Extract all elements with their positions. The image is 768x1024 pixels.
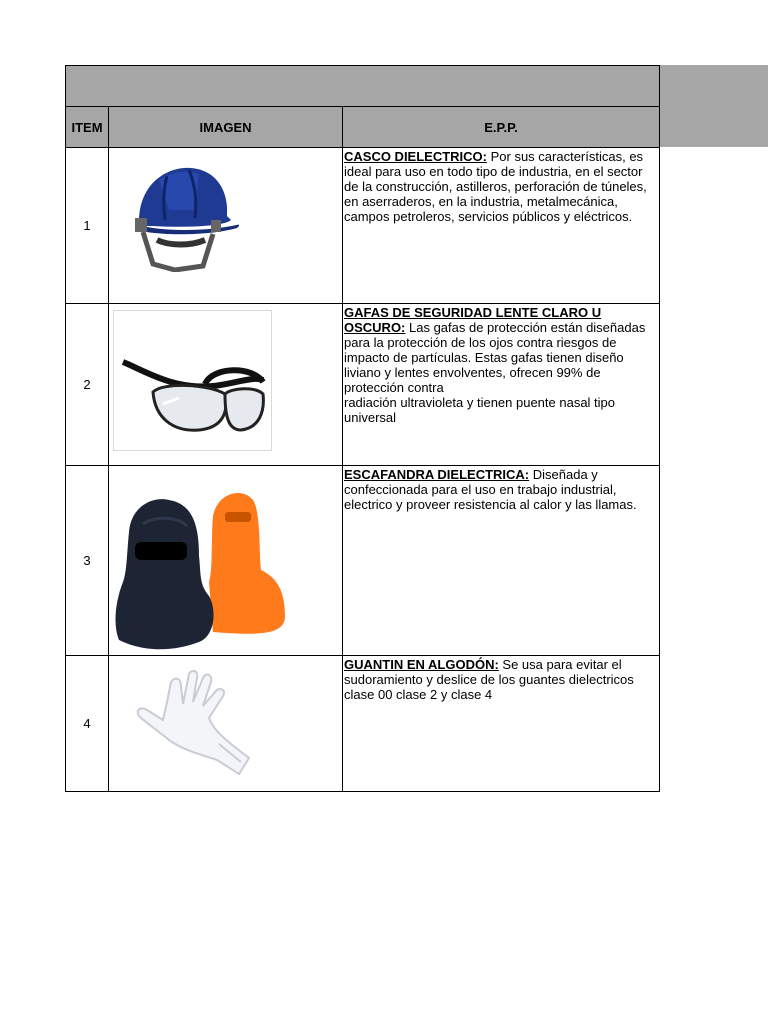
safety-glasses-icon [113, 310, 273, 452]
side-band [659, 106, 768, 147]
description-text: Diseñada y confeccionada para el uso en trabajo industrial, electrico y proveer resistencia al calor y las llamas. [344, 467, 637, 512]
description-cell [343, 656, 660, 792]
table-row [66, 656, 660, 792]
title-row [66, 66, 660, 107]
description-cell [343, 148, 660, 304]
description-text: Las gafas de protección están diseñadas para la protección de los ojos contra riesgos de impacto de partículas. Estas gafas tienen diseño liviano y lentes envolventes, ofrecen 99% de protección contra radiación ultravioleta y tienen puente nasal tipo universal [344, 320, 646, 425]
hood-icon [113, 486, 289, 652]
item-number: 3 [66, 466, 109, 656]
helmet-icon [129, 160, 239, 272]
image-cell [109, 304, 343, 466]
term-label: GAFAS DE SEGURIDAD LENTE CLARO U OSCURO: [344, 305, 602, 335]
header-epp: E.P.P. [343, 107, 660, 148]
description-cell [343, 304, 660, 466]
term-label: GUANTIN EN ALGODÓN: [344, 657, 499, 672]
description-text: Por sus características, es ideal para uso en todo tipo de industria, en el sector de la construcción, astilleros, perforación de túneles, en aserraderos, en la industria, metalmecánica, campos petroleros, servicios públicos y eléctricos. [344, 149, 647, 224]
header-item: ITEM [66, 107, 109, 148]
title-cell [66, 66, 660, 107]
description-cell [343, 466, 660, 656]
description-text: Se usa para evitar el sudoramiento y deslice de los guantes dielectricos clase 00 clase 2 y clase 4 [344, 657, 634, 702]
table-row [66, 148, 660, 304]
item-number: 2 [66, 304, 109, 466]
glove-icon [135, 670, 255, 776]
item-number: 4 [66, 656, 109, 792]
image-cell [109, 656, 343, 792]
image-cell [109, 466, 343, 656]
table-row [66, 466, 660, 656]
item-number: 1 [66, 148, 109, 304]
epp-table [65, 65, 660, 792]
header-row [66, 107, 660, 148]
table-row [66, 304, 660, 466]
image-cell [109, 148, 343, 304]
term-label: ESCAFANDRA DIELECTRICA: [344, 467, 530, 482]
term-label: CASCO DIELECTRICO: [344, 149, 487, 164]
header-image: IMAGEN [109, 107, 343, 148]
